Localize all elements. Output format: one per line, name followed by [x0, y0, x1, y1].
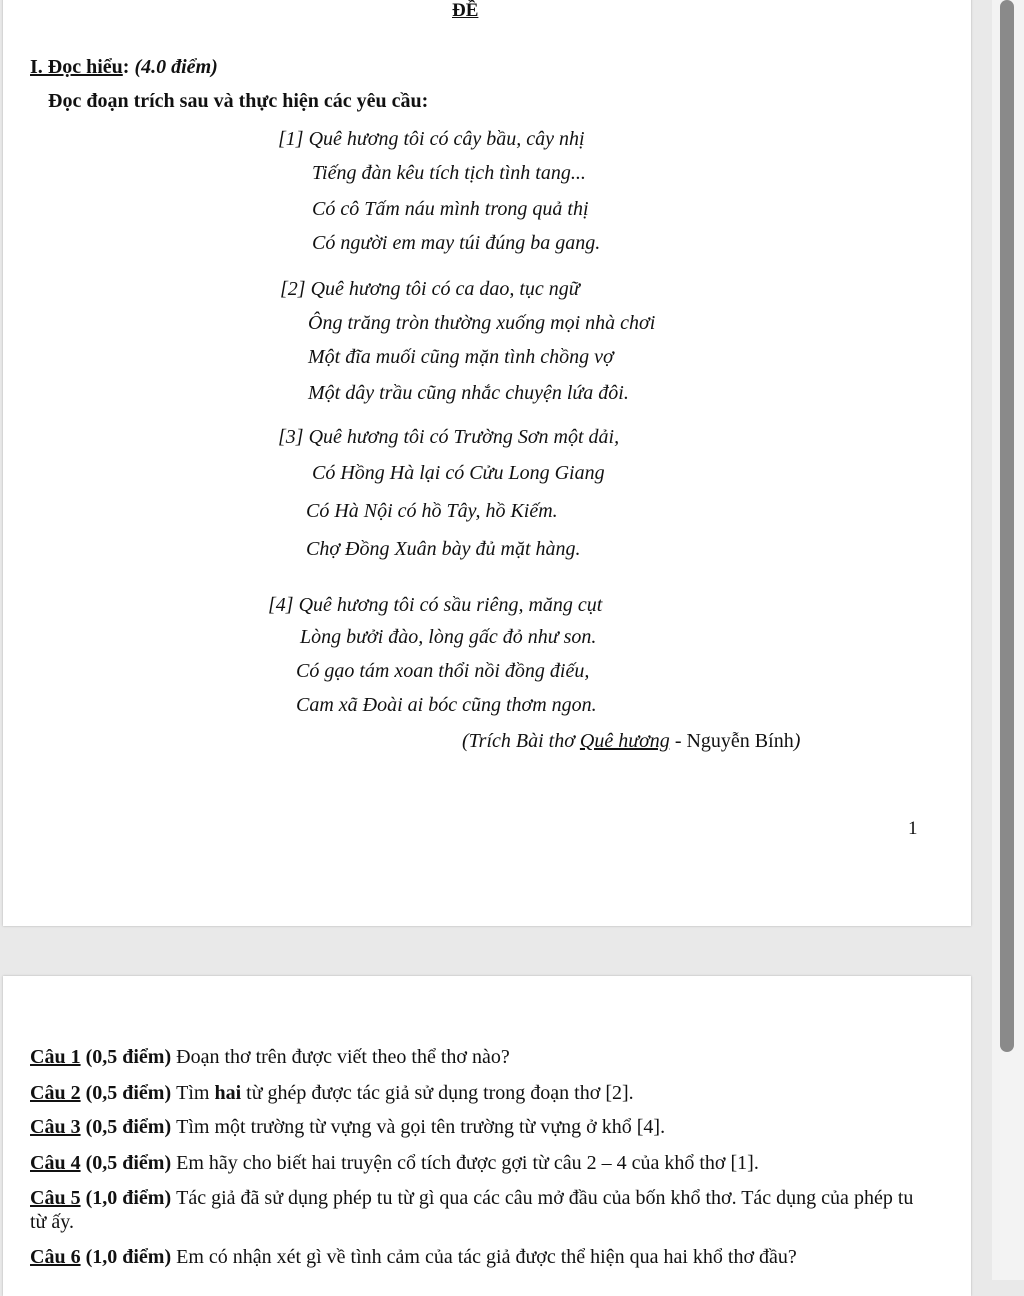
verse-line: Có người em may túi đúng ba gang. — [312, 232, 601, 254]
question-score: (1,0 điểm) — [80, 1187, 177, 1209]
question-text: Đoạn thơ trên được viết theo thể thơ nào? — [176, 1046, 510, 1068]
question-label: Câu 5 — [30, 1187, 81, 1209]
verse-line: Có cô Tấm náu mình trong quả thị — [312, 198, 589, 220]
question-label: Câu 6 — [30, 1246, 81, 1268]
verse-line: Lòng bưởi đào, lòng gấc đỏ như son. — [300, 626, 597, 648]
question-text: Tác giả đã sử dụng phép tu từ gì qua các câu mở đầu của bốn khổ thơ. Tác dụng của phép tu từ ấy. — [30, 1187, 914, 1233]
question-text: Em hãy cho biết hai truyện cổ tích được gợi từ câu 2 – 4 của khổ thơ [1]. — [176, 1152, 759, 1174]
question-1 — [30, 1046, 510, 1069]
section-heading — [30, 56, 218, 79]
source-work-title: Quê hương — [579, 730, 670, 752]
section-colon: : — [122, 56, 130, 78]
verse-line: Một đĩa muối cũng mặn tình chồng vợ — [308, 346, 614, 368]
question-score: (1,0 điểm) — [80, 1246, 177, 1268]
question-label: Câu 2 — [30, 1082, 81, 1104]
source-suffix: ) — [793, 730, 801, 752]
question-label: Câu 4 — [30, 1152, 81, 1174]
reading-instruction: Đọc đoạn trích sau và thực hiện các yêu cầu: — [48, 90, 429, 112]
question-text: Tìm — [176, 1082, 215, 1104]
exam-title: ĐỀ — [452, 0, 479, 21]
verse-line: Một dây trầu cũng nhắc chuyện lứa đôi. — [308, 382, 629, 404]
question-3 — [30, 1116, 665, 1139]
section-score: (4.0 điểm) — [134, 56, 218, 78]
question-2 — [30, 1082, 634, 1105]
verse-line: Có Hà Nội có hồ Tây, hồ Kiếm. — [306, 500, 558, 522]
question-text: từ ghép được tác giả sử dụng trong đoạn thơ [2]. — [241, 1082, 634, 1104]
question-label: Câu 1 — [30, 1046, 81, 1068]
section-label: I. Đọc hiểu — [30, 56, 123, 78]
verse-line: Chợ Đồng Xuân bày đủ mặt hàng. — [306, 538, 581, 560]
poem-source — [462, 730, 800, 753]
verse-line: [3] Quê hương tôi có Trường Sơn một dải, — [278, 426, 620, 448]
question-5 — [30, 1186, 930, 1234]
question-score: (0,5 điểm) — [80, 1046, 177, 1068]
question-score: (0,5 điểm) — [80, 1082, 177, 1104]
source-author: - Nguyễn Bính — [669, 730, 794, 752]
question-emphasis: hai — [214, 1082, 242, 1104]
vertical-scrollbar-thumb[interactable] — [1000, 0, 1014, 1052]
verse-line: [2] Quê hương tôi có ca dao, tục ngữ — [280, 278, 580, 300]
question-text: Tìm một trường từ vựng và gọi tên trường từ vựng ở khổ [4]. — [176, 1116, 666, 1138]
verse-line: Có Hồng Hà lại có Cửu Long Giang — [312, 462, 605, 484]
question-score: (0,5 điểm) — [80, 1116, 177, 1138]
verse-line: Cam xã Đoài ai bóc cũng thơm ngon. — [296, 694, 597, 716]
question-text: Em có nhận xét gì về tình cảm của tác giả được thể hiện qua hai khổ thơ đầu? — [176, 1246, 797, 1268]
question-label: Câu 3 — [30, 1116, 81, 1138]
verse-line: Ông trăng tròn thường xuống mọi nhà chơi — [308, 312, 656, 334]
question-4 — [30, 1152, 759, 1175]
question-score: (0,5 điểm) — [80, 1152, 177, 1174]
verse-line: [4] Quê hương tôi có sầu riêng, măng cụt — [268, 594, 603, 616]
verse-line: Có gạo tám xoan thổi nồi đồng điếu, — [296, 660, 590, 682]
verse-line: [1] Quê hương tôi có cây bầu, cây nhị — [278, 128, 585, 150]
question-6 — [30, 1246, 797, 1269]
verse-line: Tiếng đàn kêu tích tịch tình tang... — [312, 162, 586, 184]
source-prefix: (Trích Bài thơ — [462, 730, 580, 752]
page-number: 1 — [908, 818, 918, 839]
